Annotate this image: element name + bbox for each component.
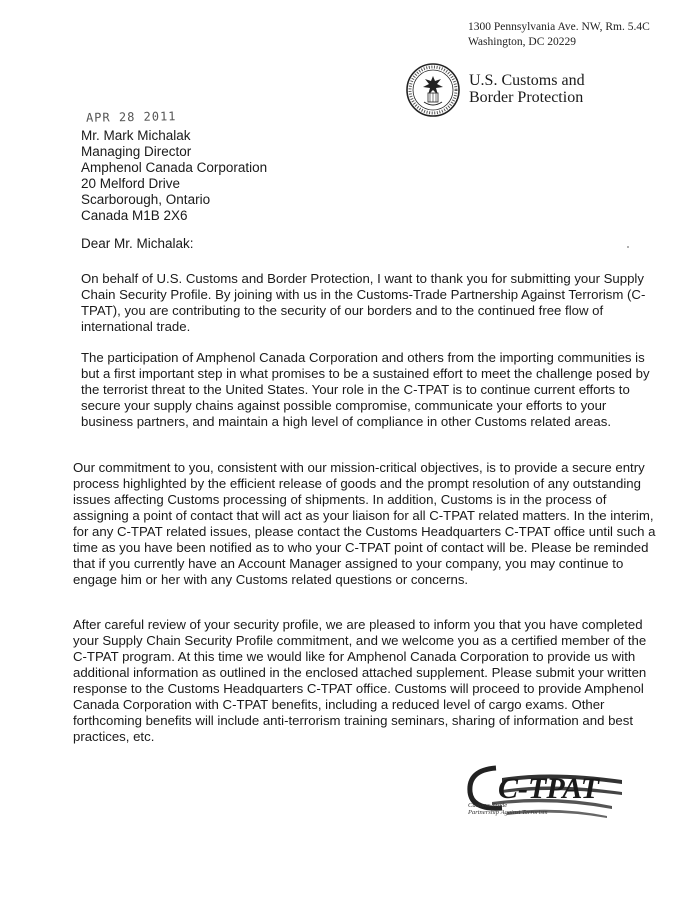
ctpat-tagline (468, 802, 548, 816)
date-stamp: APR 28 2011 (85, 109, 177, 125)
salutation: Dear Mr. Michalak: (81, 236, 194, 251)
addressee-company: Amphenol Canada Corporation (81, 160, 268, 175)
agency-name-line-2: Border Protection (469, 89, 584, 106)
addressee-name: Mr. Mark Michalak (81, 128, 191, 143)
ctpat-logo-text: C-TPAT (498, 772, 600, 805)
scan-speck (627, 246, 629, 248)
addressee-country: Canada M1B 2X6 (81, 208, 188, 223)
addressee-city: Scarborough, Ontario (81, 192, 211, 207)
return-address (468, 20, 650, 50)
body-paragraph-4: After careful review of your security profile, we are pleased to inform you that you have completed your Supply Chain Security Profile commitment, and we welcome you as a certified member of the C-TPAT program. At this time we would like for Amphenol Canada Corporation to provide us with additional information as outlined in the enclosed attached supplement. Please submit your written response to the Customs Headquarters C-TPAT office. Customs will proceed to provide Amphenol Canada Corporation with C-TPAT benefits, including a reduced level of cargo exams. Other forthcoming benefits will include anti-terrorism training seminars, sharing of information and best practices, etc. (73, 617, 647, 744)
agency-name-line-1: U.S. Customs and (469, 72, 585, 89)
body-paragraph-2: The participation of Amphenol Canada Corporation and others from the importing communities is but a first important step in what promises to be a sustained effort to meet the challenge posed by the terrorist threat to the United States. Your role in the C-TPAT is to continue current efforts to secure your supply chains against possible compromise, communicate your efforts to your business partners, and maintain a high level of compliance in other Customs related areas. (81, 350, 650, 429)
agency-name (469, 72, 585, 106)
addressee-title: Managing Director (81, 144, 192, 159)
ctpat-tagline-line-1: Customs Trade (468, 802, 508, 809)
addressee-street: 20 Melford Drive (81, 176, 181, 191)
ctpat-tagline-line-2: Partnership Against Terrorism (468, 809, 548, 816)
address-line-1: 1300 Pennsylvania Ave. NW, Rm. 5.4C (468, 21, 650, 33)
body-paragraph-1: On behalf of U.S. Customs and Border Protection, I want to thank you for submitting your Supply Chain Security Profile. By joining with us in the Customs-Trade Partnership Against Terrorism (C-TPAT), you are contributing to the security of our borders and to the continued free flow of international trade. (81, 271, 646, 334)
addressee-block (81, 128, 267, 224)
body-paragraph-3: Our commitment to you, consistent with our mission-critical objectives, is to provide a secure entry process highlighted by the efficient release of goods and the prompt resolution of any outstanding issues affecting Customs processing of shipments. In addition, Customs is in the process of assigning a point of contact that will act as your liaison for all C-TPAT related matters. In the interim, for any C-TPAT related issues, please contact the Customs Headquarters C-TPAT office until such a time as you have been notified as to who your C-TPAT point of contact will be. Please be reminded that if you currently have an Account Manager assigned to your company, you may continue to engage him or her with any Customs related questions or concerns. (73, 460, 656, 587)
address-line-2: Washington, DC 20229 (468, 36, 577, 48)
dhs-seal-icon (405, 62, 461, 118)
